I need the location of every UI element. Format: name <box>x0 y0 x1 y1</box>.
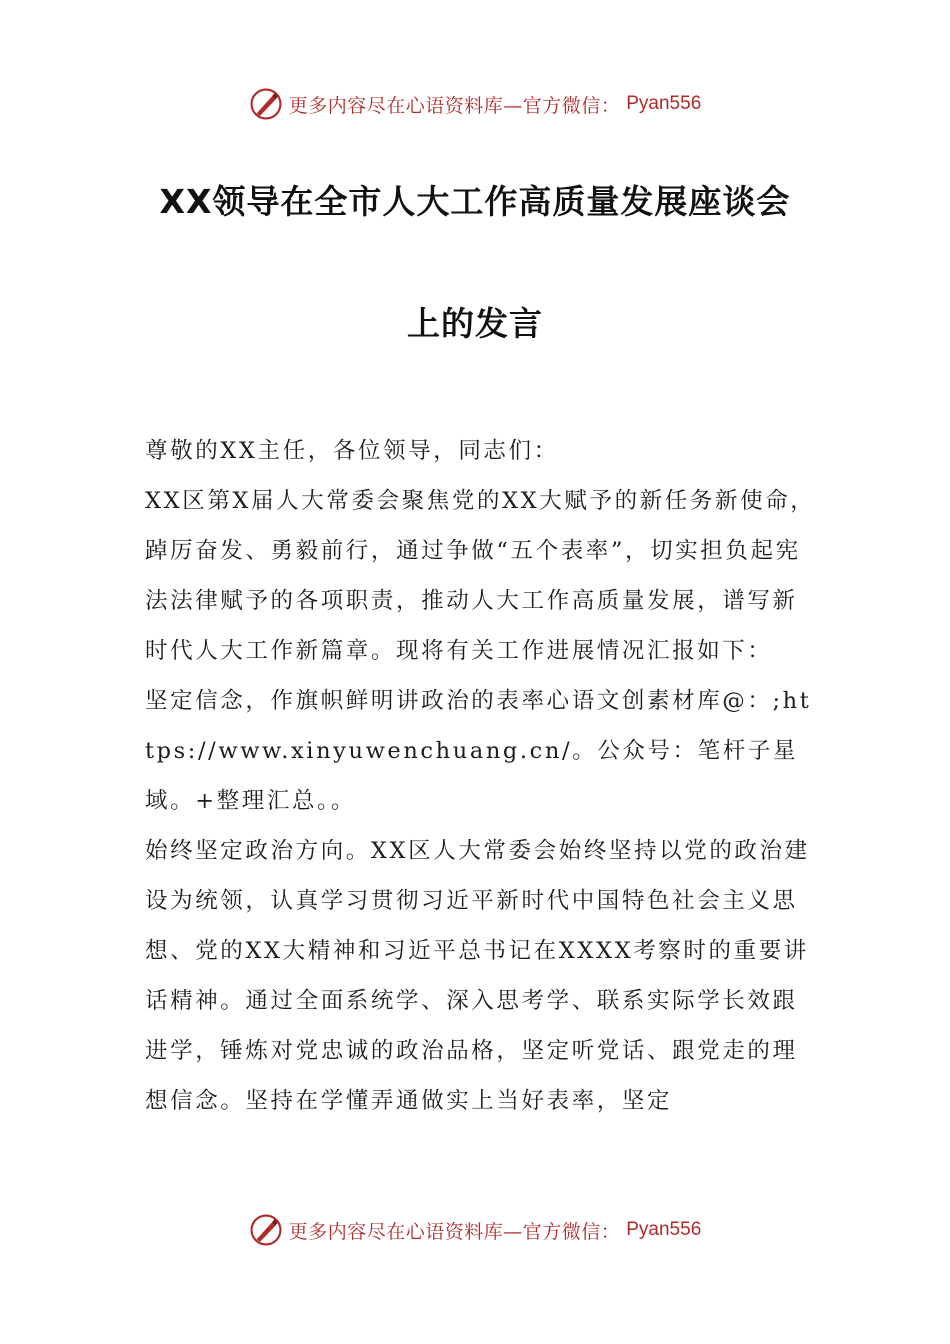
body-paragraph: 尊敬的XX主任，各位领导，同志们： <box>145 438 559 464</box>
pen-logo-icon <box>249 1213 283 1247</box>
watermark-text: 更多内容尽在心语资料库—官方微信： <box>288 1220 621 1243</box>
watermark-text: 更多内容尽在心语资料库—官方微信： <box>288 94 621 117</box>
pen-logo-icon <box>249 87 283 121</box>
body-paragraph: 坚定信念，作旗帜鲜明讲政治的表率心语文创素材库@：;https://www.xinyuwenchuang.cn/。公众号：笔杆子星域。+整理汇总。。 <box>145 688 812 814</box>
body-paragraph: 始终坚定政治方向。XX区人大常委会始终坚持以党的政治建设为统领，认真学习贯彻习近平新时代中国特色社会主义思想、党的XX大精神和习近平总书记在XXXX考察时的重要讲话精神。通过全面系统学、深入思考学、联系实际学长效跟进学，锤炼对党忠诚的政治品格，坚定听党话、跟党走的理想信念。坚持在学懂弄通做实上当好表率，坚定 <box>145 838 810 1114</box>
body-paragraph: XX区第X届人大常委会聚焦党的XX大赋予的新任务新使命，踔厉奋发、勇毅前行，通过争做“五个表率”，切实担负起宪法法律赋予的各项职责，推动人大工作高质量发展，谱写新时代人大工作新篇章。现将有关工作进展情况汇报如下： <box>145 488 816 664</box>
watermark-account: Pyan556 <box>626 93 702 114</box>
document-title-line-1: XX领导在全市人大工作高质量发展座谈会 <box>159 182 791 221</box>
document-title-line-2: 上的发言 <box>407 304 543 343</box>
document-body <box>145 426 821 1126</box>
header-watermark <box>0 84 950 124</box>
footer-watermark <box>0 1210 950 1250</box>
watermark-account: Pyan556 <box>626 1219 702 1240</box>
